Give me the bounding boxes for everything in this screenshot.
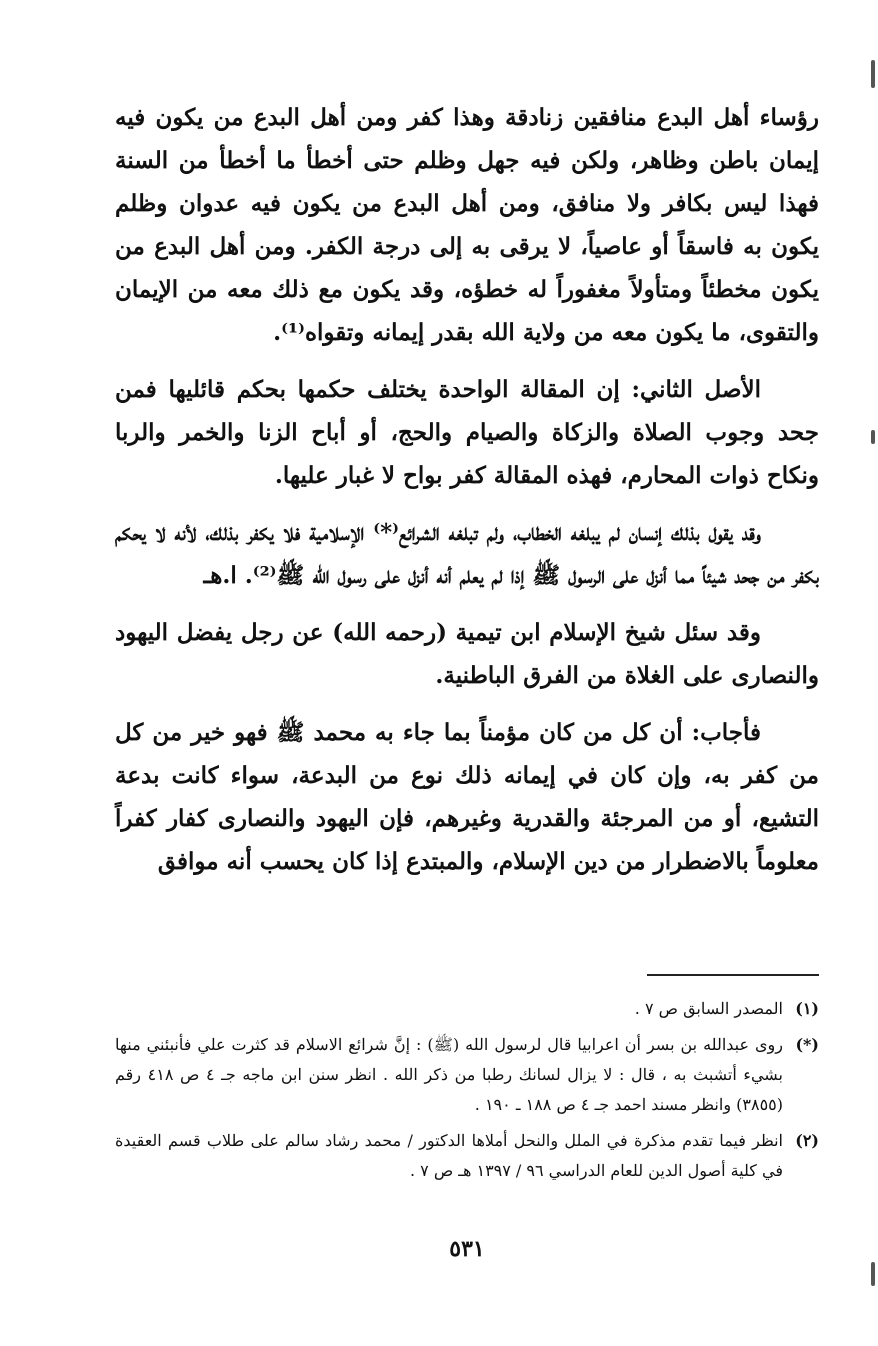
footnote-text: المصدر السابق ص ٧ .	[634, 999, 783, 1018]
book-page	[115, 96, 819, 1262]
footnote-marker: (٢)	[795, 1131, 819, 1150]
paragraph-1: رؤساء أهل البدع منافقين زنادقة وهذا كفر ومن أهل البدع من يكون فيه إيمان باطن وظاهر، ولكن فيه جهل وظلم حتى أخطأ ما أخطأ من السنة فهذا ليس بكافر ولا منافق، ومن أهل البدع من يكون فيه عدوان وظلم يكون به فاسقاً أو عاصياً، لا يرقى به إلى درجة الكفر. ومن أهل البدع من يكون مخطئاً ومتأولاً مغفوراً له خطؤه، وقد يكون مع ذلك معه من الإيمان والتقوى، ما يكون معه من ولاية الله بقدر إيمانه وتقواه⁽¹⁾.	[115, 104, 819, 346]
paragraph-4: وقد سئل شيخ الإسلام ابن تيمية (رحمه الله) عن رجل يفضل اليهود والنصارى على الغلاة من الفرق الباطنية.	[115, 619, 819, 689]
paragraph-2	[115, 368, 819, 497]
paragraph-5: فأجاب: أن كل من كان مؤمناً بما جاء به محمد ﷺ فهو خير من كل من كفر به، وإن كان في إيمانه ذلك نوع من البدعة، سواء كانت بدعة التشيع، أو من المرجئة والقدرية وغيرهم، فإن اليهود والنصارى كفار كفراً معلوماً بالاضطرار من دين الإسلام، والمبتدع إذا كان يحسب أنه موافق	[115, 719, 819, 875]
footnote-marker: (*)	[795, 1035, 819, 1054]
footnotes	[115, 994, 819, 1192]
scan-edge-mark	[871, 1262, 875, 1286]
footnote-star	[115, 1030, 819, 1120]
footnote-2	[115, 1126, 819, 1186]
footnote-divider	[647, 974, 819, 976]
scan-edge-mark	[871, 60, 875, 88]
footnote-text: انظر فيما تقدم مذكرة في الملل والنحل أملاها الدكتور / محمد رشاد سالم على طلاب قسم العقيدة في كلية أصول الدين للعام الدراسي ٩٦ / ١٣٩٧ هـ ص ٧ .	[115, 1131, 783, 1180]
footnote-marker: (١)	[795, 999, 819, 1018]
scan-edge-mark	[871, 430, 875, 444]
footnote-text: روى عبدالله بن بسر أن اعرابيا قال لرسول الله (ﷺ) : إنَّ شرائع الاسلام قد كثرت علي فأنبئني منها بشيء أتشبث به ، قال : لا يزال لسانك رطبا من ذكر الله . انظر سنن ابن ماجه جـ ٤ ص ٤١٨ رقم (٣٨٥٥) وانظر مسند احمد جـ ٤ ص ١٨٨ ـ ١٩٠ .	[115, 1035, 784, 1114]
section-heading-second-principle: الأصل الثاني:	[631, 376, 761, 403]
page-number: ٥٣١	[449, 1236, 485, 1262]
paragraph-3: وقد يقول بذلك إنسان لم يبلغه الخطاب، ولم تبلغه الشرائع⁽*⁾ الإسلامية فلا يكفر بذلك، لأنه لا يحكم بكفر من جحد شيئاً مما أنزل على الرسول ﷺ إذا لم يعلم أنه أنزل على رسول الله ﷺ⁽²⁾. ا.هـ	[115, 519, 819, 589]
body-text	[115, 96, 819, 883]
footnote-1	[115, 994, 819, 1024]
paragraph-2-text: إن المقالة الواحدة يختلف حكمها بحكم قائليها فمن جحد وجوب الصلاة والزكاة والصيام والحج، أو أباح الزنا والخمر والربا ونكاح ذوات المحارم، فهذه المقالة كفر بواح لا غبار عليها.	[115, 376, 819, 489]
